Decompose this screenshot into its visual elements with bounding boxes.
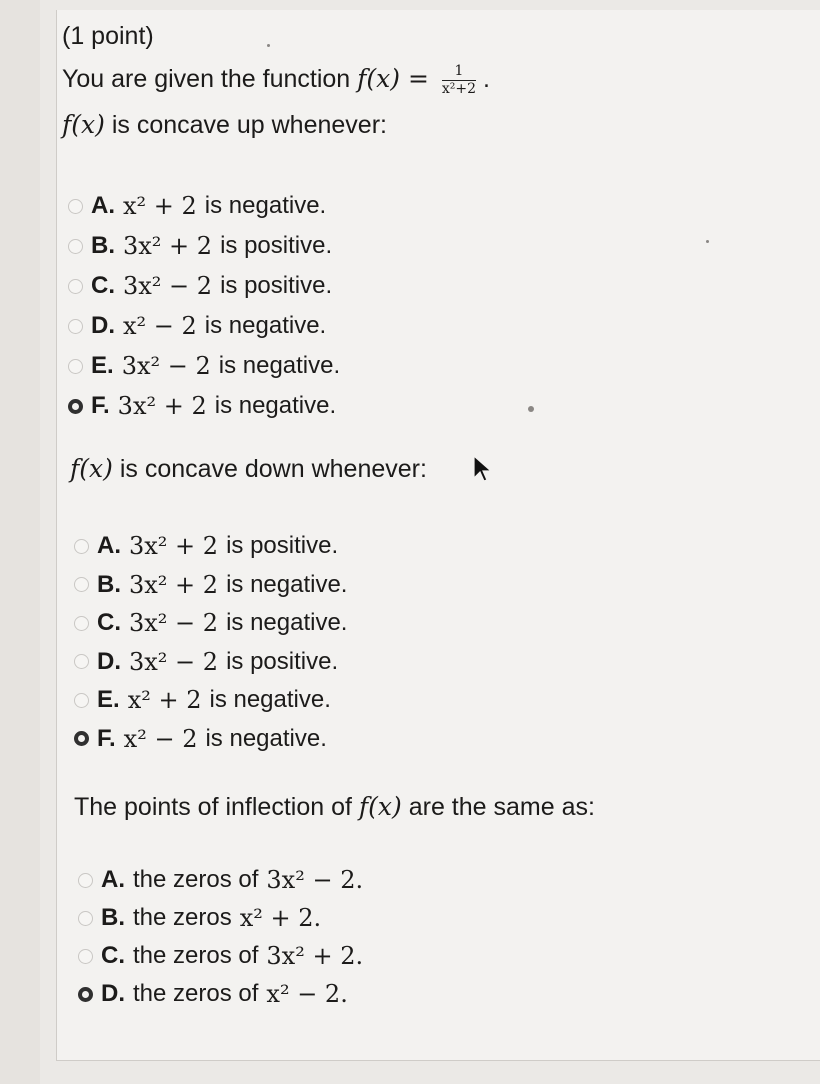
option-text: is negative. <box>205 724 327 752</box>
q2-option-b[interactable] <box>74 566 347 605</box>
radio-button-selected[interactable] <box>74 731 89 746</box>
radio-button[interactable] <box>78 911 93 926</box>
q1-option-e[interactable] <box>68 346 340 386</box>
option-text: the zeros <box>133 904 232 931</box>
option-text: is positive. <box>220 232 333 259</box>
point-value: (1 point) <box>62 22 154 50</box>
radio-button[interactable] <box>78 949 93 964</box>
option-expression: x² − 2 <box>123 724 198 753</box>
option-text: is positive. <box>220 272 333 299</box>
intro-period: . <box>482 65 490 93</box>
question-2-options <box>74 527 347 758</box>
q1-option-d[interactable] <box>68 306 340 346</box>
q2-option-c[interactable] <box>74 604 347 643</box>
option-expression: 3x² + 2. <box>266 942 364 970</box>
q1-prompt-text: is concave up whenever: <box>111 111 387 139</box>
option-expression: 3x² − 2. <box>266 866 364 894</box>
question-1-prompt <box>62 110 387 140</box>
option-letter: C. <box>97 609 121 637</box>
option-expression: x² − 2 <box>123 312 197 340</box>
option-text: is negative. <box>204 192 327 219</box>
q3-option-c[interactable] <box>78 937 371 975</box>
option-letter: E. <box>97 686 120 714</box>
q3-option-a[interactable] <box>78 861 371 899</box>
question-1-options <box>68 186 340 426</box>
radio-button[interactable] <box>74 616 89 631</box>
radio-button[interactable] <box>74 693 89 708</box>
fraction-denominator: x²+2 <box>441 80 477 97</box>
option-expression: 3x² + 2 <box>129 532 219 561</box>
option-text: is negative. <box>226 609 348 637</box>
q2-option-d[interactable] <box>74 643 347 682</box>
q2-option-e[interactable] <box>74 681 347 720</box>
fraction-numerator: 1 <box>442 64 476 81</box>
q2-prompt-text: is concave down whenever: <box>119 455 427 483</box>
option-expression: 3x² + 2 <box>123 232 213 260</box>
mouse-cursor-icon <box>472 454 496 484</box>
option-expression: x² + 2 <box>123 192 197 220</box>
q1-option-a[interactable] <box>68 186 340 226</box>
option-letter: B. <box>101 904 125 931</box>
question-3-prompt <box>74 792 595 822</box>
option-letter: B. <box>91 232 115 259</box>
q3-lead-text: The points of inflection of <box>74 793 352 821</box>
option-text: is negative. <box>214 392 337 419</box>
option-expression: 3x² − 2 <box>121 352 211 380</box>
option-text: is positive. <box>226 647 339 675</box>
option-expression: x² + 2 <box>127 686 202 715</box>
option-letter: C. <box>101 942 125 969</box>
q1-function: f(x) <box>62 110 105 139</box>
q3-option-d[interactable] <box>78 975 371 1013</box>
question-3-options <box>78 861 371 1013</box>
option-letter: D. <box>91 312 115 339</box>
radio-button[interactable] <box>68 319 83 334</box>
option-expression: x² + 2. <box>239 904 322 932</box>
radio-button[interactable] <box>74 654 89 669</box>
q2-option-f[interactable] <box>74 720 347 759</box>
option-text: is positive. <box>226 532 339 560</box>
q3-option-b[interactable] <box>78 899 371 937</box>
option-letter: E. <box>91 352 114 379</box>
radio-button-selected[interactable] <box>68 399 83 414</box>
question-2-prompt <box>70 454 427 484</box>
option-letter: C. <box>91 272 115 299</box>
radio-button[interactable] <box>68 199 83 214</box>
option-text: is negative. <box>226 570 348 598</box>
option-expression: 3x² + 2 <box>117 392 207 420</box>
q2-function: f(x) <box>70 454 113 483</box>
option-letter: A. <box>101 866 125 893</box>
screen-speck <box>706 240 709 243</box>
option-expression: x² − 2. <box>266 980 348 1008</box>
option-expression: 3x² − 2 <box>129 609 219 638</box>
option-text: is negative. <box>209 686 331 714</box>
radio-button[interactable] <box>78 873 93 888</box>
option-letter: F. <box>91 392 110 419</box>
function-fraction <box>442 64 476 96</box>
problem-statement <box>62 64 490 97</box>
q2-option-a[interactable] <box>74 527 347 566</box>
screen-speck <box>528 406 534 412</box>
option-expression: 3x² − 2 <box>123 272 213 300</box>
option-letter: D. <box>97 647 121 675</box>
option-text: the zeros of <box>133 980 259 1007</box>
option-text: the zeros of <box>133 942 259 969</box>
intro-lead: You are given the function <box>62 65 351 93</box>
screen-speck <box>267 44 270 47</box>
q1-option-c[interactable] <box>68 266 340 306</box>
radio-button[interactable] <box>68 239 83 254</box>
radio-button[interactable] <box>68 279 83 294</box>
option-expression: 3x² + 2 <box>129 570 219 599</box>
radio-button[interactable] <box>68 359 83 374</box>
option-letter: D. <box>101 980 125 1007</box>
option-expression: 3x² − 2 <box>129 647 219 676</box>
q1-option-b[interactable] <box>68 226 340 266</box>
option-letter: A. <box>91 192 115 219</box>
q3-prompt-text: are the same as: <box>408 793 595 821</box>
q1-option-f[interactable] <box>68 386 340 426</box>
option-letter: B. <box>97 570 121 598</box>
option-letter: F. <box>97 724 116 752</box>
radio-button-selected[interactable] <box>78 987 93 1002</box>
q3-function: f(x) <box>358 792 402 821</box>
intro-function: f(x) = <box>357 64 429 93</box>
option-text: is negative. <box>204 312 327 339</box>
radio-button[interactable] <box>74 577 89 592</box>
option-letter: A. <box>97 532 121 560</box>
option-text: the zeros of <box>133 866 259 893</box>
radio-button[interactable] <box>74 539 89 554</box>
option-text: is negative. <box>218 352 341 379</box>
